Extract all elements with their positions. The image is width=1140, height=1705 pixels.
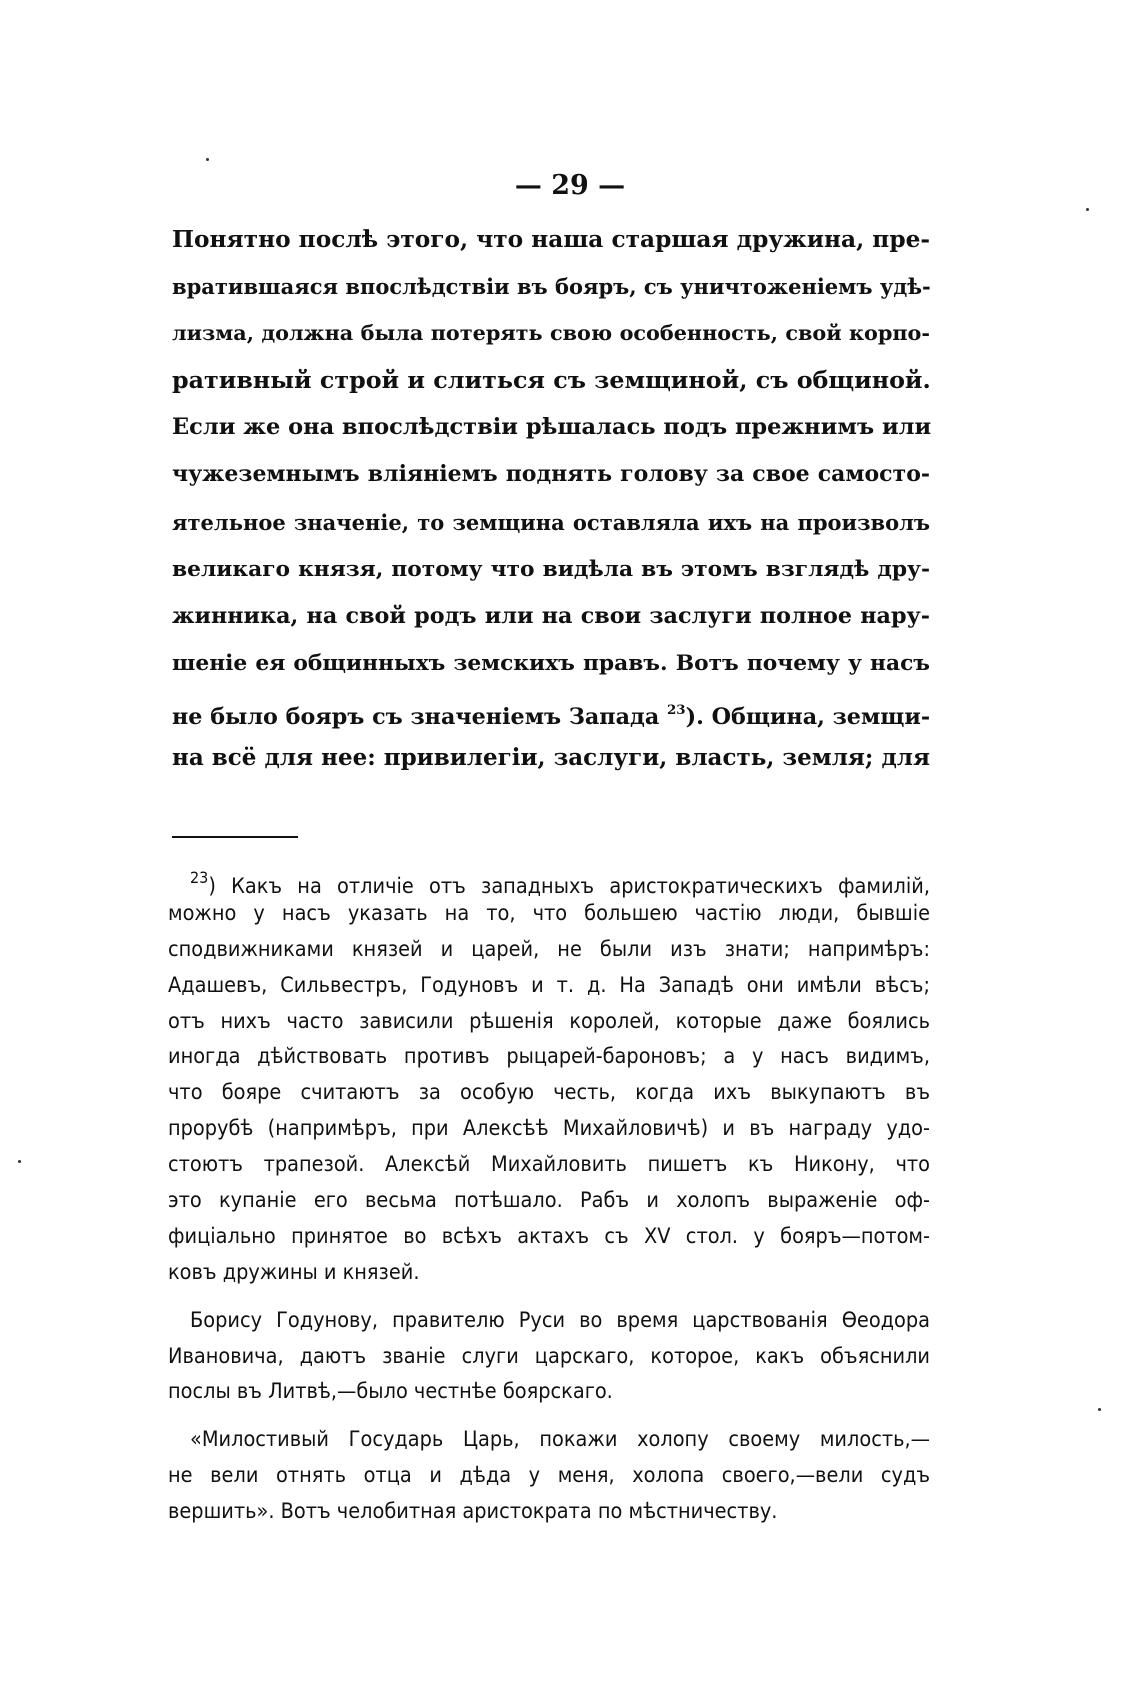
footnote-separator [172, 836, 298, 838]
footnote-line: «Милостивый Государь Царь, покажи холопу своему милость,— [190, 1427, 930, 1453]
footnote-line: прорубѣ (напримѣръ, при Алексѣѣ Михайловичѣ) и въ награду удо- [168, 1116, 930, 1142]
footnote-line: отъ нихъ часто зависили рѣшенія королей, которые даже боялись [168, 1008, 930, 1034]
footnote-line: Борису Годунову, правителю Руси во время царствованія Ѳеодора [190, 1307, 930, 1333]
text-line: Если же она впослѣдствіи рѣшалась подъ прежнимъ или [172, 414, 932, 441]
footnote-line: иногда дѣйствовать противъ рыцарей-бароновъ; а у насъ видимъ, [168, 1044, 930, 1070]
scan-speck [1098, 1408, 1101, 1411]
text-line: шеніе ея общинныхъ земскихъ правъ. Вотъ почему у насъ [172, 650, 930, 676]
footnote-line [168, 860, 930, 899]
footnote-text: ) Какъ на отличіе отъ западныхъ аристократическихъ фамилій, [208, 874, 930, 899]
text-line: ративный строй и слиться съ земщиной, съ общиной. [172, 366, 931, 395]
text-line: вратившаяся впослѣдствіи въ бояръ, съ уничтоженіемъ удѣ- [172, 274, 931, 300]
footnote-paragraph [168, 1303, 930, 1411]
text-line: великаго князя, потому что видѣла въ этомъ взглядѣ дру- [172, 556, 930, 582]
main-text [172, 216, 930, 781]
footnote-marker: 23 [190, 868, 209, 887]
footnote-reference: 23 [667, 701, 686, 718]
footnote-paragraph [168, 1422, 930, 1530]
footnote-line: вершить». Вотъ челобитная аристократа по мѣстничеству. [168, 1499, 778, 1525]
scan-speck [18, 1160, 21, 1163]
text-line: чужеземнымъ вліяніемъ поднять голову за свое самосто- [172, 461, 930, 488]
text-segment: не было бояръ съ значеніемъ Запада [172, 703, 660, 730]
footnote-line: Ивановича, даютъ званіе слуги царскаго, которое, какъ объяснили [168, 1343, 930, 1369]
footnote-line: фиціально принятое во всѣхъ актахъ съ XV стол. у бояръ—потом- [168, 1223, 930, 1249]
scan-speck [1086, 208, 1089, 211]
text-line: ятельное значеніе, то земщина оставляла ихъ на произволъ [172, 509, 930, 535]
footnote-line: Адашевъ, Сильвестръ, Годуновъ и т. д. На Западѣ они имѣли вѣсъ; [168, 972, 930, 998]
page-number: — 29 — [514, 170, 626, 201]
text-line: жинника, на свой родъ или на свои заслуги полное нару- [172, 602, 930, 629]
footnote-line: сподвижниками князей и царей, не были изъ знати; напримѣръ: [168, 936, 930, 962]
footnote-line: можно у насъ указать на то, что большею частію люди, бывшіе [168, 900, 930, 926]
text-line: на всё для нее: привилегіи, заслуги, власть, земля; для [172, 744, 930, 772]
text-line: лизма, должна была потерять свою особенность, свой корпо- [172, 321, 930, 346]
text-line-with-footnote-ref [172, 687, 930, 734]
footnote-line: стоютъ трапезой. Алексѣй Михайловить пишетъ къ Никону, что [168, 1152, 930, 1178]
footnote-line: что бояре считаютъ за особую честь, когда ихъ выкупаютъ въ [168, 1080, 930, 1106]
text-segment: ). Община, земщи- [685, 703, 931, 730]
footnote-line: не вели отнять отца и дѣда у меня, холопа своего,—вели судъ [168, 1463, 930, 1489]
footnote-line: ковъ дружины и князей. [168, 1259, 420, 1285]
text-line: Понятно послѣ этого, что наша старшая дружина, пре- [172, 226, 931, 253]
footnote-line: послы въ Литвѣ,—было честнѣе боярскаго. [168, 1379, 613, 1405]
footnotes [168, 860, 930, 1530]
scan-speck [206, 158, 209, 161]
footnote-line: это купаніе его весьма потѣшало. Рабъ и холопъ выраженіе оф- [168, 1188, 930, 1214]
footnote-23 [168, 860, 930, 1291]
